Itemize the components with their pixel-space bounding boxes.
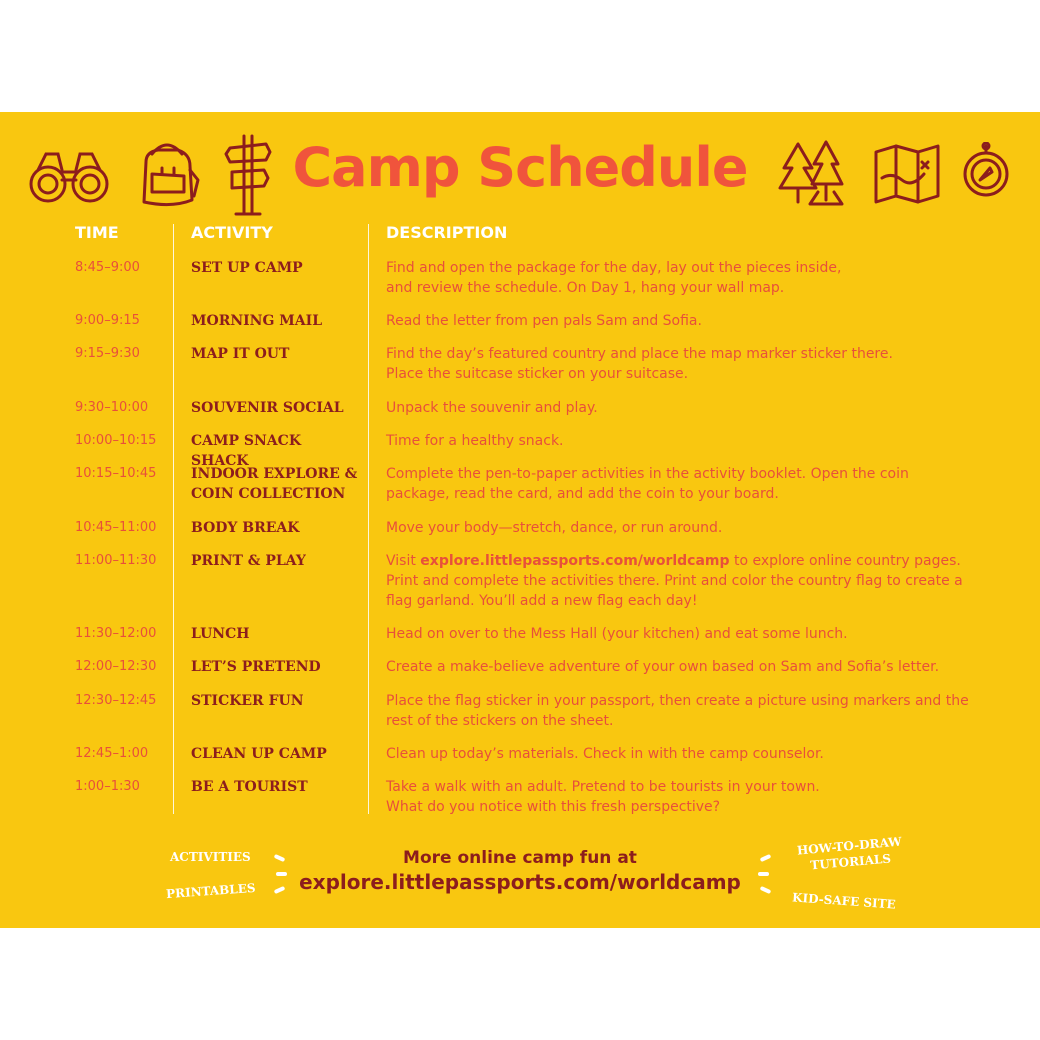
description-cell: Create a make-believe adventure of your own based on Sam and Sofia’s letter. xyxy=(386,659,940,675)
time-cell: 12:45–1:00 xyxy=(75,746,149,761)
description-cell: Unpack the souvenir and play. xyxy=(386,400,598,416)
tag-activities: ACTIVITIES xyxy=(170,850,251,864)
time-cell: 8:45–9:00 xyxy=(75,260,140,275)
description-cell: Place the flag sticker in your passport, then create a picture using markers and the rest of the stickers on the sheet. xyxy=(386,693,969,729)
tag-printables: PRINTABLES xyxy=(165,880,256,902)
description-cell: Complete the pen-to-paper activities in the activity booklet. Open the coin package, read the card, and add the coin to your board. xyxy=(386,466,909,502)
description-cell: Read the letter from pen pals Sam and Sofia. xyxy=(386,313,702,329)
description-cell: Head on over to the Mess Hall (your kitchen) and eat some lunch. xyxy=(386,626,848,642)
footer-url-link[interactable]: explore.littlepassports.com/worldcamp xyxy=(299,870,741,894)
time-cell: 9:15–9:30 xyxy=(75,346,140,361)
description-cell: Find and open the package for the day, lay out the pieces inside, and review the schedule. On Day 1, hang your wall map. xyxy=(386,260,842,296)
time-cell: 9:00–9:15 xyxy=(75,313,140,328)
activity-cell: STICKER FUN xyxy=(191,693,304,709)
activity-cell: BODY BREAK xyxy=(191,520,300,536)
description-cell xyxy=(386,551,986,611)
column-header-description: DESCRIPTION xyxy=(386,223,508,242)
time-cell: 9:30–10:00 xyxy=(75,400,149,415)
column-header-activity: ACTIVITY xyxy=(191,223,273,242)
activity-cell: SET UP CAMP xyxy=(191,260,303,276)
worldcamp-link[interactable]: explore.littlepassports.com/worldcamp xyxy=(420,553,730,569)
activity-cell: LUNCH xyxy=(191,626,250,642)
time-cell: 10:00–10:15 xyxy=(75,433,157,448)
time-cell: 1:00–1:30 xyxy=(75,779,140,794)
footer-heading: More online camp fun at xyxy=(403,848,637,868)
activity-cell: CAMP SNACK SHACK xyxy=(191,433,301,469)
activity-cell: MAP IT OUT xyxy=(191,346,290,362)
time-cell: 12:00–12:30 xyxy=(75,659,157,674)
column-divider xyxy=(173,224,174,814)
header xyxy=(0,112,1040,232)
footer xyxy=(0,832,1040,928)
activity-cell: MORNING MAIL xyxy=(191,313,323,329)
description-text: Visit xyxy=(386,553,421,569)
pine-trees-icon xyxy=(776,138,848,208)
activity-cell: SOUVENIR SOCIAL xyxy=(191,400,344,416)
description-cell: Time for a healthy snack. xyxy=(386,433,564,449)
column-divider xyxy=(368,224,369,814)
description-cell: Clean up today’s materials. Check in with the camp counselor. xyxy=(386,746,824,762)
column-header-time: TIME xyxy=(75,223,119,242)
binoculars-icon xyxy=(28,148,112,208)
burst-mark xyxy=(274,854,286,862)
activity-cell: INDOOR EXPLORE & COIN COLLECTION xyxy=(191,466,358,502)
schedule-panel xyxy=(0,112,1040,928)
activity-cell: BE A TOURIST xyxy=(191,779,308,795)
page-title: Camp Schedule xyxy=(292,136,748,199)
description-text: to explore online country pages. Print and complete the activities there. Print and color the country flag to create a flag garland. You’ll add a new flag each day! xyxy=(386,553,963,609)
tag-how-to-draw-tutorials: HOW-TO-DRAW TUTORIALS xyxy=(796,834,903,873)
tag-kid-safe-site: KID-SAFE SITE xyxy=(791,890,897,912)
activity-cell: LET’S PRETEND xyxy=(191,659,321,675)
activity-cell: PRINT & PLAY xyxy=(191,553,306,569)
description-cell: Find the day’s featured country and place the map marker sticker there. Place the suitcase sticker on your suitcase. xyxy=(386,346,893,382)
time-cell: 12:30–12:45 xyxy=(75,693,157,708)
burst-mark xyxy=(760,854,772,862)
time-cell: 11:00–11:30 xyxy=(75,553,157,568)
backpack-icon xyxy=(132,134,202,210)
description-cell: Take a walk with an adult. Pretend to be tourists in your town. What do you notice with this fresh perspective? xyxy=(386,779,820,815)
time-cell: 10:15–10:45 xyxy=(75,466,157,481)
burst-mark xyxy=(758,872,769,876)
compass-icon xyxy=(962,142,1010,200)
time-cell: 11:30–12:00 xyxy=(75,626,157,641)
description-cell: Move your body—stretch, dance, or run around. xyxy=(386,520,723,536)
activity-cell: CLEAN UP CAMP xyxy=(191,746,327,762)
time-cell: 10:45–11:00 xyxy=(75,520,157,535)
map-icon xyxy=(872,142,942,206)
